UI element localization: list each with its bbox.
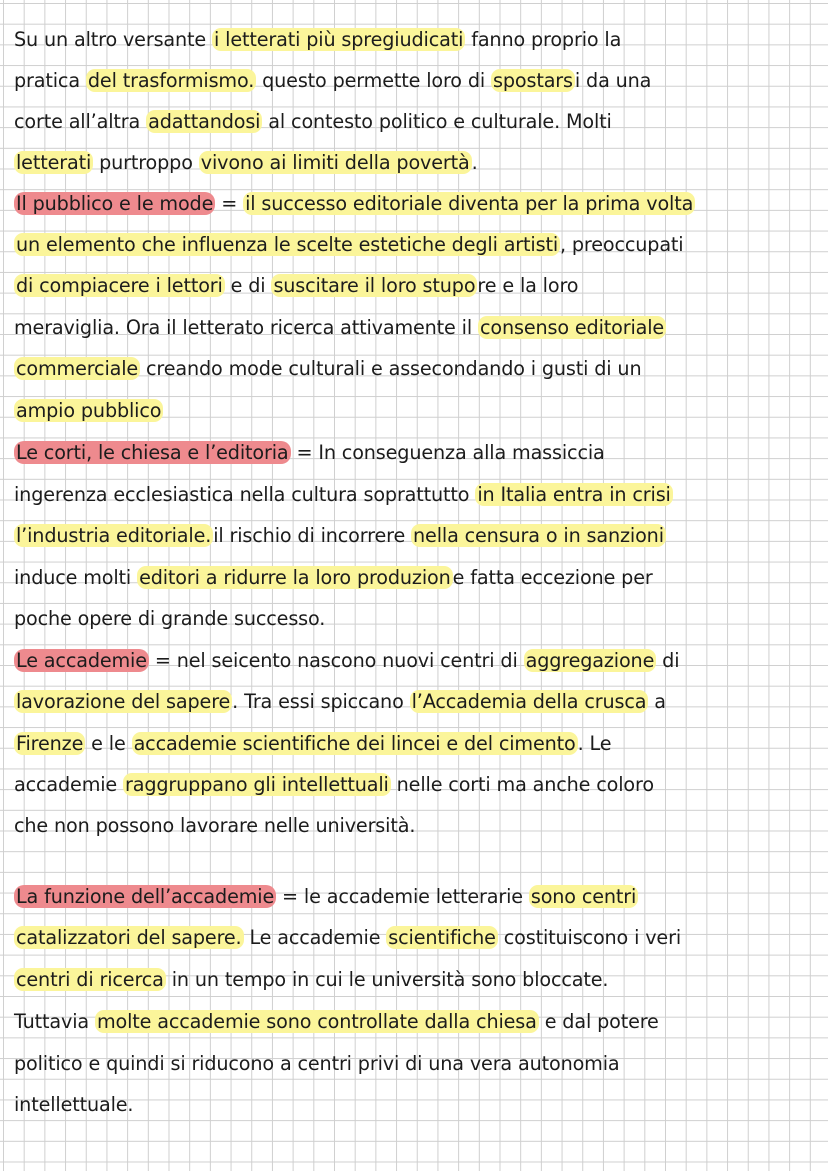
highlighted-text: accademie scientifiche dei lincei e del cimento <box>133 732 576 755</box>
highlighted-text: centri di ricerca <box>16 968 164 991</box>
note-line <box>14 601 818 637</box>
note-line <box>14 684 818 720</box>
note-line <box>14 518 818 554</box>
note-line <box>14 227 818 263</box>
note-line <box>14 962 818 998</box>
note-text: e le <box>85 732 132 755</box>
note-text: di <box>656 649 680 672</box>
section-heading: Le accademie <box>16 649 147 672</box>
note-line <box>14 145 818 181</box>
note-text: Su un altro versante <box>14 28 213 51</box>
note-text: meraviglia. Ora il letterato ricerca attivamente il <box>14 316 478 339</box>
note-text: poche opere di grande successo. <box>14 607 326 630</box>
note-text: Tuttavia <box>14 1010 95 1033</box>
section-heading: Il pubblico e le mode <box>16 192 214 215</box>
note-text: al contesto politico e culturale. Molti <box>262 110 612 133</box>
note-text: Le accademie <box>243 926 387 949</box>
note-line <box>14 1087 818 1123</box>
highlighted-text: nella censura o in sanzioni <box>413 524 664 547</box>
highlighted-text: molte accademie sono controllate dalla chiesa <box>96 1010 537 1033</box>
note-line <box>14 560 818 596</box>
highlighted-text: editori a ridurre la loro produzion <box>139 566 451 589</box>
note-line <box>14 643 818 679</box>
highlighted-text: l’Accademia della crusca <box>411 690 647 713</box>
highlighted-text: l’industria editoriale. <box>16 524 212 547</box>
note-line <box>14 1004 818 1040</box>
highlighted-text: aggregazione <box>525 649 655 672</box>
highlighted-text: un elemento che influenza le scelte estetiche degli artisti <box>16 233 558 256</box>
note-text: il rischio di incorrere <box>213 524 412 547</box>
note-text: corte all’altra <box>14 110 147 133</box>
note-text: = nel seicento nascono nuovi centri di <box>148 649 524 672</box>
note-text: re e la loro <box>477 274 579 297</box>
note-text: . <box>471 151 478 174</box>
note-line <box>14 879 818 915</box>
note-text: pratica <box>14 69 86 92</box>
highlighted-text: il successo editoriale diventa per la prima volta <box>245 192 694 215</box>
note-text: creando mode culturali e assecondando i gusti di un <box>140 357 642 380</box>
note-line <box>14 63 818 99</box>
highlighted-text: ampio pubblico <box>16 399 162 422</box>
note-line <box>14 920 818 956</box>
note-text: fanno proprio la <box>465 28 622 51</box>
highlighted-text: consenso editoriale <box>479 316 665 339</box>
note-text: , preoccupati <box>560 233 684 256</box>
highlighted-text: adattandosi <box>148 110 261 133</box>
note-line <box>14 268 818 304</box>
highlighted-text: raggruppano gli intellettuali <box>125 773 389 796</box>
highlighted-text: sono centri <box>530 885 637 908</box>
highlighted-text: i letterati più spregiudicati <box>214 28 464 51</box>
highlighted-text: in Italia entra in crisi <box>477 483 671 506</box>
note-text: e dal potere <box>538 1010 659 1033</box>
note-text: = In conseguenza alla massiccia <box>290 441 605 464</box>
note-text: politico e quindi si riducono a centri privi di una vera autonomia <box>14 1052 620 1075</box>
highlighted-text: scientifiche <box>388 926 496 949</box>
note-text: in un tempo in cui le università sono bloccate. <box>165 968 609 991</box>
note-line <box>14 22 818 58</box>
note-text: i da una <box>574 69 652 92</box>
note-line <box>14 351 818 387</box>
note-text: questo permette loro di <box>256 69 492 92</box>
note-line <box>14 477 818 513</box>
note-text: . Tra essi spiccano <box>232 690 410 713</box>
highlighted-text: spostars <box>493 69 573 92</box>
note-text: = le accademie letterarie <box>276 885 529 908</box>
note-text: nelle corti ma anche coloro <box>390 773 654 796</box>
highlighted-text: vivono ai limiti della povertà <box>200 151 470 174</box>
note-text: e di <box>224 274 272 297</box>
note-text: costituiscono i veri <box>497 926 681 949</box>
highlighted-text: suscitare il loro stupo <box>273 274 476 297</box>
note-text: purtroppo <box>93 151 199 174</box>
note-text: accademie <box>14 773 124 796</box>
note-text: intellettuale. <box>14 1093 134 1116</box>
note-text: ingerenza ecclesiastica nella cultura soprattutto <box>14 483 476 506</box>
highlighted-text: letterati <box>16 151 92 174</box>
highlighted-text: del trasformismo. <box>87 69 255 92</box>
note-line <box>14 393 818 429</box>
note-text: . Le <box>577 732 612 755</box>
note-line <box>14 310 818 346</box>
note-line <box>14 186 818 222</box>
note-line <box>14 726 818 762</box>
note-text: a <box>648 690 666 713</box>
note-line <box>14 104 818 140</box>
note-text: = <box>215 192 244 215</box>
highlighted-text: di compiacere i lettori <box>16 274 223 297</box>
note-text: che non possono lavorare nelle università. <box>14 814 416 837</box>
highlighted-text: Firenze <box>16 732 84 755</box>
section-heading: La funzione dell’accademie <box>16 885 275 908</box>
highlighted-text: commerciale <box>16 357 139 380</box>
note-line <box>14 808 818 844</box>
highlighted-text: lavorazione del sapere <box>16 690 231 713</box>
note-line <box>14 1046 818 1082</box>
note-line <box>14 767 818 803</box>
section-heading: Le corti, le chiesa e l’editoria <box>16 441 289 464</box>
note-text: induce molti <box>14 566 138 589</box>
note-text: e fatta eccezione per <box>452 566 653 589</box>
note-line <box>14 435 818 471</box>
highlighted-text: catalizzatori del sapere. <box>16 926 242 949</box>
